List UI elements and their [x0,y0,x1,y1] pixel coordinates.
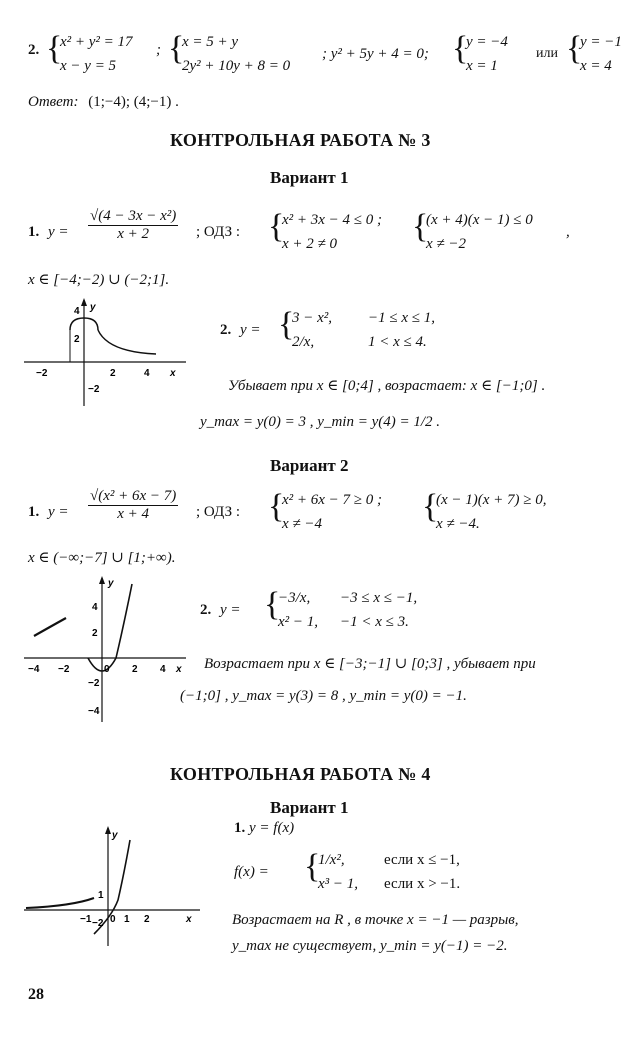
svg-text:−2: −2 [58,664,70,675]
svg-text:x: x [170,368,176,379]
or-word: или [536,46,558,61]
svg-text:−4: −4 [88,706,100,717]
kr3-title: КОНТРОЛЬНАЯ РАБОТА № 3 [170,130,431,150]
kr4-v1-piecewise: f(x) = { 1/x², x³ − 1, если x ≤ −1, если x > −1. [234,848,461,892]
kr3-v2-fraction: $\frac{\text{√(x² + 6x − 7)}}{x + 4}$ [90,488,177,522]
svg-text:2: 2 [144,914,150,925]
svg-text:1: 1 [124,914,130,925]
kr3-v2-graph [20,574,190,724]
kr3-v2-p1: 1. y = $\frac{\text{√(x² + 6x − 7)}}{x + 4}$ ; ОДЗ : { x² + 6x − 7 ≥ 0 ; x ≠ −4 { (x − 1)(x + 7) ≥ 0, x ≠ −4. [28,488,547,532]
svg-text:−4: −4 [28,664,40,675]
top-answer: Ответ: (1;−4); (4;−1) . [28,94,179,110]
svg-text:−2: −2 [88,678,100,689]
svg-text:0: 0 [110,914,116,925]
kr3-v2-title: Вариант 2 [270,456,349,475]
top-system-1: x² + y² = 17 x − y = 5 [60,34,133,74]
svg-text:4: 4 [92,602,98,613]
kr3-v1-p1: 1. y = $\frac{\text{√(4 − 3x − x²)}}{x + 2}$ ; ОДЗ : { x² + 3x − 4 ≤ 0 ; x + 2 ≠ 0 { (x + 4)(x − 1) ≤ 0 x ≠ −2 , [28,208,570,252]
kr3-v1-monotonic: Убывает при x ∈ [0;4] , возрастает: x ∈ [−1;0] . [228,378,546,394]
svg-text:−2: −2 [92,918,104,929]
textbook-page: 2. { x² + y² = 17 x − y = 5 ; { x = 5 + y 2y² + 10y + 8 = 0 ; y² + 5y + 4 = 0; { y = −4 x = 1 или { y = −1 x = 4 Ответ: (1;−4); (4;−1) . КОНТРОЛЬНАЯ РАБОТА № 3 Вариант 1 1. y = $\frac{\text{√(4 − 3x − x²)}}{x + 2}$ ; ОДЗ : { x² + 3x − 4 ≤ 0 ; x + 2 ≠ 0 { (x + 4)(x − 1) ≤ 0 x ≠ −2 , x ∈ [−4;−2) ∪ (−2;1]. −2 2 4 x 4 y 2 −2 2. y = { 3 − x², 2/x, −1 ≤ x ≤ 1, 1 < x ≤ 4. Убывает при x ∈ [0;4] , возрастает: x ∈ [−1;0] . y_max = y(0) = 3 , y_min = y(4) = 1/2 . Вариант 2 1. y = $\frac{\text{√(x² + 6x − 7)}}{x + 4}$ ; ОДЗ : { x² + 6x − 7 ≥ 0 ; x ≠ −4 { (x − 1)(x + 7) ≥ 0, x ≠ −4. x ∈ (−∞;−7] ∪ [1;+∞). −4 −2 0 2 4 x y 4 2 −2 −4 2. y = { −3/x, x² − 1, −3 ≤ x ≤ −1, −1 < x ≤ 3. Возрастает при x ∈ [−3;−1] ∪ [0;3] , убывает при (−1;0] , y_max = y(3) = 8 , y_min = y(0) = −1. КОНТРОЛЬНАЯ РАБОТА № 4 Вариант 1 1. y = f(x) f(x) = { 1/x², x³ − 1, если x ≤ −1, если x > −1. y 1 −2 −1 0 1 2 x Возрастает на R , в точке x = −1 — разрыв, y_max не существует, y_min = y(−1) = −2. 28 [0,0,638,1038]
top-equation: ; y² + 5y + 4 = 0; [322,46,429,62]
top-label: 2. [28,42,40,58]
svg-text:4: 4 [74,306,80,317]
kr4-title: КОНТРОЛЬНАЯ РАБОТА № 4 [170,764,431,784]
kr3-v1-title: Вариант 1 [270,168,349,187]
kr3-v2-p2: 2. y = { −3/x, x² − 1, −3 ≤ x ≤ −1, −1 < x ≤ 3. [200,586,418,630]
kr3-v1-graph [20,296,190,408]
svg-text:2: 2 [74,334,80,345]
kr4-v1-def: 1. y = f(x) [234,820,295,836]
svg-text:4: 4 [160,664,166,675]
svg-text:y: y [90,302,96,313]
kr3-v1-p2: 2. y = { 3 − x², 2/x, −1 ≤ x ≤ 1, 1 < x ≤ 4. [220,306,435,350]
top-system-3: y = −4 x = 1 [466,34,508,74]
svg-text:x: x [176,664,182,675]
tick-x-minus2: −2 [36,368,48,379]
top-system-2: x = 5 + y 2y² + 10y + 8 = 0 [182,34,291,74]
kr4-v1-extrema: y_max не существует, y_min = y(−1) = −2. [232,938,508,954]
svg-text:−2: −2 [88,384,100,395]
top-system-4: y = −1 x = 4 [580,34,622,74]
svg-text:y: y [112,830,118,841]
page-number: 28 [28,986,44,1003]
svg-text:−1: −1 [80,914,92,925]
svg-text:2: 2 [110,368,116,379]
svg-text:2: 2 [132,664,138,675]
kr3-v1-extrema: y_max = y(0) = 3 , y_min = y(4) = 1/2 . [200,414,441,430]
svg-text:0: 0 [104,664,110,675]
kr3-v2-monotonic: Возрастает при x ∈ [−3;−1] ∪ [0;3] , убывает при [204,656,536,672]
svg-text:x: x [186,914,192,925]
kr3-v1-fraction: $\frac{\text{√(4 − 3x − x²)}}{x + 2}$ [90,208,177,242]
kr4-v1-title: Вариант 1 [270,798,349,817]
svg-text:1: 1 [98,890,104,901]
kr3-v1-domain: x ∈ [−4;−2) ∪ (−2;1]. [28,272,170,288]
kr3-v2-extrema: (−1;0] , y_max = y(3) = 8 , y_min = y(0) = −1. [180,688,467,704]
svg-text:y: y [108,578,114,589]
svg-text:4: 4 [144,368,150,379]
svg-text:2: 2 [92,628,98,639]
kr4-v1-graph [20,824,204,948]
kr3-v2-domain: x ∈ (−∞;−7] ∪ [1;+∞). [28,550,176,566]
kr4-v1-monotonic: Возрастает на R , в точке x = −1 — разрыв, [232,912,519,928]
